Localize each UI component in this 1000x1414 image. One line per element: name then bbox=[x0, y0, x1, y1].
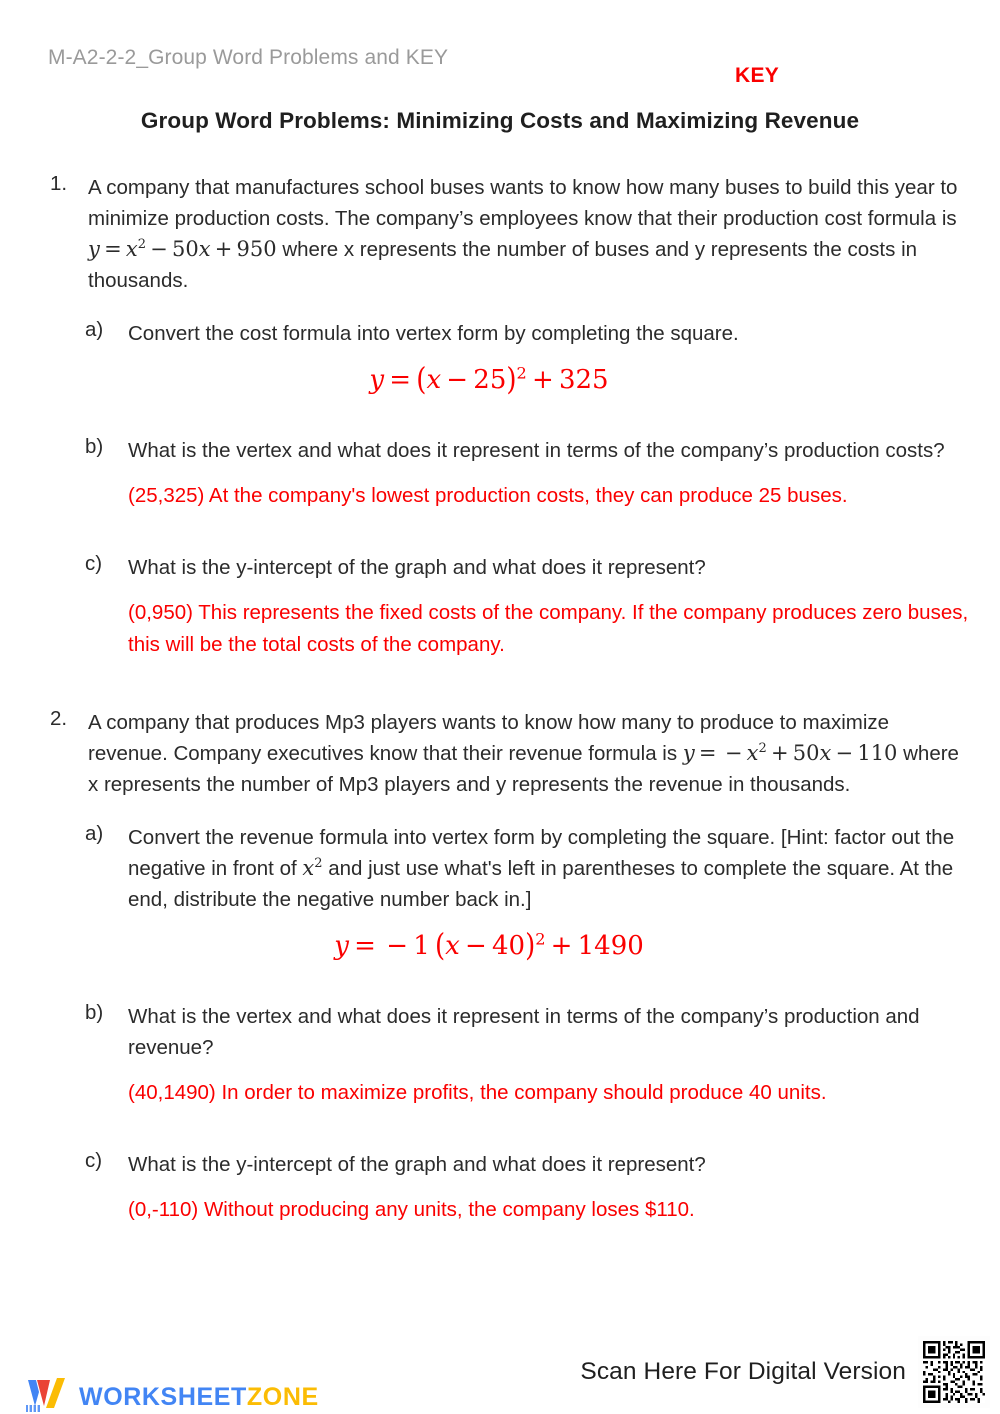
problem-1-part-a bbox=[0, 318, 1000, 398]
problem-1-part-c-letter: c) bbox=[85, 552, 103, 575]
problem-2-text-before: A company that produces Mp3 players wants to know how many to produce to maximize revenue. Company executives know that their revenue formula is bbox=[88, 711, 890, 765]
problem-2-part-a-letter: a) bbox=[85, 822, 104, 845]
problem-2 bbox=[0, 707, 1000, 1226]
problem-2-part-a-text-2: and just use what's left in parentheses to complete the square. At the end, distribute the negative number back in.] bbox=[128, 857, 954, 911]
problem-2-number: 2. bbox=[50, 707, 68, 730]
problem-2-inline-formula: y = − $x^2 + 50x - 110$ bbox=[682, 741, 898, 765]
problem-1-part-b-answer: (25,325) At the company's lowest production costs, they can produce 25 buses. bbox=[128, 484, 848, 507]
problem-2-part-b bbox=[0, 1001, 1000, 1109]
worksheet-zone-mark-icon bbox=[24, 1366, 68, 1412]
problem-2-part-b-text: What is the vertex and what does it represent in terms of the company’s production and revenue? bbox=[128, 1005, 920, 1059]
problem-2-part-b-letter: b) bbox=[85, 1001, 104, 1024]
scan-label: Scan Here For Digital Version bbox=[580, 1358, 906, 1385]
problem-2-part-c-text: What is the y-intercept of the graph and what does it represent? bbox=[128, 1153, 706, 1176]
problem-1-number: 1. bbox=[50, 172, 68, 195]
problem-1-part-a-text: Convert the cost formula into vertex form by completing the square. bbox=[128, 322, 739, 345]
problem-1-part-a-equation: $y = (x - 25)^2 + 325$ bbox=[369, 362, 609, 398]
problem-1-text-before: A company that manufactures school buses wants to know how many buses to build this year to minimize production costs. The company’s employees know that their production cost formula is bbox=[88, 176, 958, 230]
worksheet-zone-logo[interactable] bbox=[24, 1366, 319, 1412]
problem-1-part-b-text: What is the vertex and what does it represent in terms of the company’s production costs? bbox=[128, 439, 945, 462]
problem-1-text-after: where x represents the number of buses and y represents the costs in thousands. bbox=[88, 238, 918, 292]
document-header bbox=[0, 46, 1000, 86]
problem-2-part-a-inline-formula: $x^2$ bbox=[302, 856, 323, 880]
problem-1-inline-formula: $y = x^2 - 50x + 950$ bbox=[88, 237, 277, 261]
problem-2-part-a-text-1: Convert the revenue formula into vertex form by completing the square. [Hint: factor out the negative in front of bbox=[128, 826, 955, 880]
brand-word-zone: ZONE bbox=[246, 1383, 319, 1411]
problem-2-part-a bbox=[0, 822, 1000, 964]
problem-1-part-b bbox=[0, 435, 1000, 512]
problem-2-head bbox=[0, 707, 1000, 800]
problem-1-part-b-letter: b) bbox=[85, 435, 104, 458]
problem-2-text-after: where x represents the number of Mp3 players and y represents the revenue in thousands. bbox=[88, 742, 959, 796]
problem-1-part-c bbox=[0, 552, 1000, 661]
key-badge: KEY bbox=[735, 64, 780, 87]
problem-1 bbox=[0, 172, 1000, 661]
problem-1-part-c-answer: (0,950) This represents the fixed costs of the company. If the company produces zero buses, this will be the total costs of the company. bbox=[128, 601, 969, 656]
worksheet-content bbox=[0, 172, 1000, 1228]
problem-2-part-a-equation: y = − 1 $(x - 40)^2 + 1490$ bbox=[334, 928, 644, 964]
problem-2-part-c-letter: c) bbox=[85, 1149, 103, 1172]
qr-code-icon[interactable] bbox=[918, 1336, 990, 1408]
scan-digital-version-block[interactable] bbox=[580, 1336, 990, 1408]
problem-1-part-a-letter: a) bbox=[85, 318, 104, 341]
problem-1-statement bbox=[88, 172, 1000, 296]
problem-1-part-a-answer-equation bbox=[128, 362, 1000, 398]
problem-2-statement bbox=[88, 707, 1000, 800]
problem-2-part-b-answer: (40,1490) In order to maximize profits, the company should produce 40 units. bbox=[128, 1081, 827, 1104]
problem-2-part-c bbox=[0, 1149, 1000, 1226]
problem-2-part-c-answer: (0,-110) Without producing any units, the company loses $110. bbox=[128, 1198, 695, 1221]
brand-word-worksheet: WORKSHEET bbox=[79, 1383, 247, 1411]
problem-2-part-a-text bbox=[128, 822, 1000, 915]
problem-2-part-a-answer-equation bbox=[128, 928, 1000, 964]
problem-1-part-c-text: What is the y-intercept of the graph and what does it represent? bbox=[128, 556, 706, 579]
page-title: Group Word Problems: Minimizing Costs and Maximizing Revenue bbox=[140, 108, 860, 133]
brand-wordmark bbox=[79, 1383, 319, 1412]
document-footer bbox=[0, 1328, 1000, 1414]
file-name-label: M-A2-2-2_Group Word Problems and KEY bbox=[48, 46, 449, 69]
problem-1-head bbox=[0, 172, 1000, 296]
